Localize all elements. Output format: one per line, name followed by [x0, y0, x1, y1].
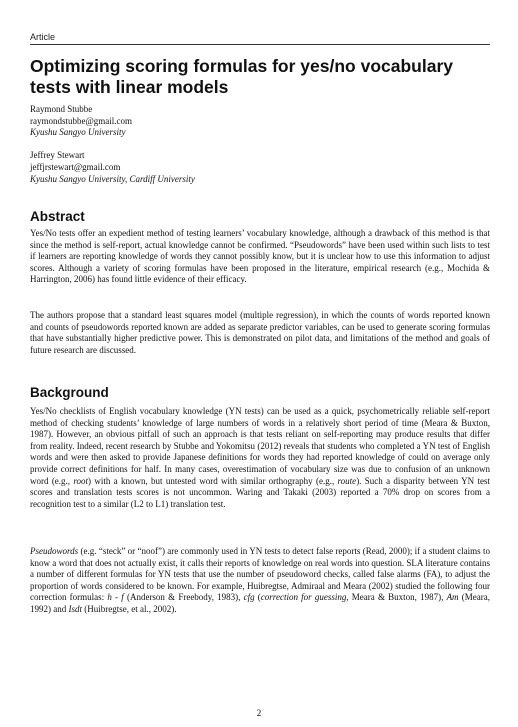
- header-rule: [30, 44, 490, 45]
- text-run: ). Such a disparity between YN test scores and translation tests scores is not uncommon. Waring and Takaki (2003) reported a 70% drop on scores from a recognition test to a similar (L2 to L1) translation test.: [30, 475, 490, 509]
- example-word: route: [337, 475, 357, 486]
- example-word: root: [73, 475, 89, 486]
- text-run: ) with a known, but untested word with similar orthography (e.g.,: [88, 475, 338, 486]
- text-run: (: [254, 592, 261, 603]
- author-name: Jeffrey Stewart: [30, 150, 85, 161]
- text-run: (Anderson & Freebody, 1983),: [123, 592, 244, 603]
- abstract-paragraph-2: The authors propose that a standard least squares model (multiple regression), in which the counts of words reported known and counts of pseudowords reported known are added as separate predictor variables, can be used to generate scoring formulas that have substantially higher predictive power. This is demonstrated on pilot data, and limitations of the method and goals of future research are discussed.: [30, 310, 490, 355]
- paper-title: Optimizing scoring formulas for yes/no vocabulary tests with linear models: [30, 56, 453, 97]
- page-number: 2: [256, 708, 262, 718]
- author-1: [30, 104, 490, 139]
- formula-name: correction for guessing: [260, 592, 347, 603]
- background-heading: Background: [30, 385, 109, 400]
- term: Pseudowords: [30, 546, 79, 556]
- author-name: Raymond Stubbe: [30, 104, 93, 114]
- text-run: (Meara, 1992) and: [30, 592, 490, 614]
- abstract-paragraph-1: Yes/No tests offer an expedient method of testing learners’ vocabulary knowledge, although a drawback of this method is that since the method is self-report, actual knowledge cannot be confirmed. “Pseudowords” have been used within such lists to test if learners are reporting knowledge of words they cannot possibly know, but it is unclear how to use this information to adjust scores. Although a variety of scoring formulas have been proposed in the literature, empirical research (e.g., Mochida & Harrington, 2006) has found little evidence of their efficacy.: [30, 228, 490, 285]
- text-run: , Meara & Buxton, 1987),: [346, 592, 447, 603]
- author-email[interactable]: raymondstubbe@gmail.com: [30, 115, 133, 126]
- author-block: [30, 104, 490, 197]
- author-email[interactable]: jeffjrstewart@gmail.com: [30, 161, 121, 172]
- text-run: (Huibregtse, et al., 2002).: [82, 603, 177, 614]
- author-2: [30, 150, 490, 185]
- section-label: Article: [30, 32, 56, 42]
- author-affiliation: Kyushu Sangyo University, Cardiff University: [30, 173, 195, 184]
- text-run: Yes/No checklists of English vocabulary knowledge (YN tests) can be used as a quick, psychometrically reliable self-report method of checking students’ knowledge of large numbers of words in a relatively short period of time (Meara & Buxton, 1987). However, an obvious pitfall of such an approach is that tests reliant on self-reporting may produce results that differ from reality. Indeed, recent research by Stubbe and Yokomitsu (2012) reveals that students who completed a YN test of English words and were then asked to provide Japanese definitions for words they had reported knowledge of could on average only provide correct definitions for half. In many cases, overestimation of vocabulary size was due to confusion of an unknown word (e.g.,: [30, 406, 490, 486]
- formula: cfg: [243, 592, 255, 603]
- background-paragraph-1: [30, 406, 490, 510]
- formula: h - f: [107, 592, 124, 603]
- formula: Am: [446, 592, 459, 603]
- author-affiliation: Kyushu Sangyo University: [30, 127, 126, 138]
- formula: Isdt: [68, 603, 82, 614]
- text-run: (e.g. “steck” or “noof”) are commonly used in YN tests to detect false reports (Read, 2000); if a student claims to know a word that does not actually exist, it calls their reports of knowledge on real words into question. SLA literature contains a number of different formulas for YN tests that use the number of pseudoword checks, called false alarms (FA), to adjust the proportion of words considered to be known. For example, Huibregtse, Admiraal and Meara (2002) studied the following four correction formulas:: [30, 546, 490, 603]
- background-paragraph-2: [30, 546, 490, 616]
- abstract-heading: Abstract: [30, 209, 85, 224]
